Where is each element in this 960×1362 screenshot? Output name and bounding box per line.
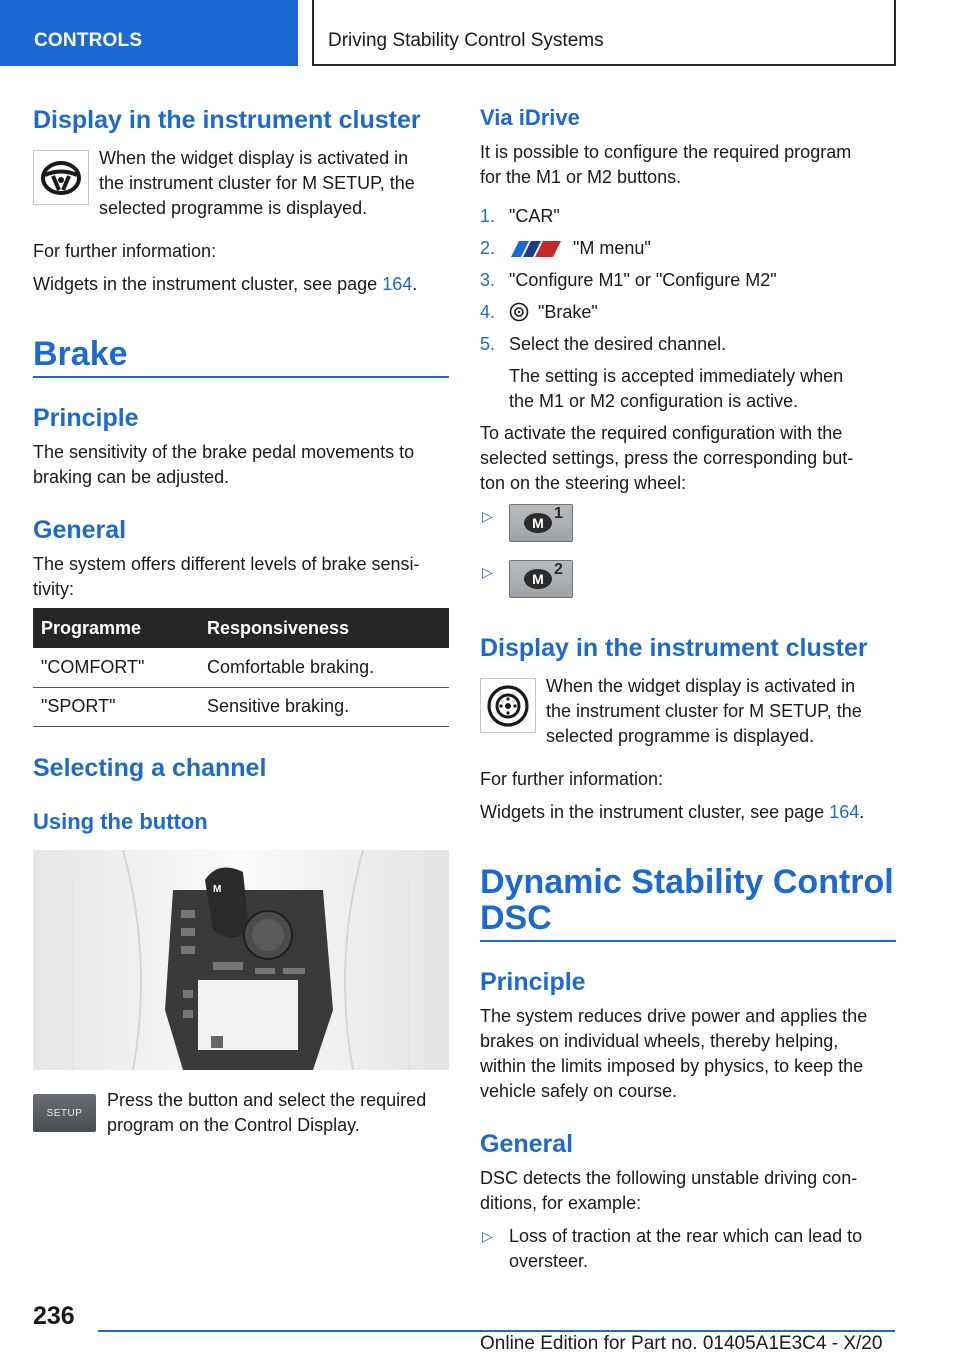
page-link-164-left[interactable]: 164 bbox=[382, 274, 413, 294]
selecting-channel-heading: Selecting a channel bbox=[33, 754, 267, 782]
general-heading-right: General bbox=[480, 1130, 574, 1158]
step5-note: The setting is accepted immediately when the M1 or M2 configuration is active. bbox=[509, 366, 844, 411]
idrive-intro-text: It is possible to configure the required program for the M1 or M2 buttons. bbox=[480, 142, 852, 187]
footer-divider bbox=[98, 1330, 895, 1332]
table-header-programme: Programme bbox=[33, 608, 199, 648]
brake-heading: Brake bbox=[33, 336, 449, 378]
table-cell: "SPORT" bbox=[33, 687, 199, 726]
display-text-left: When the widget display is activated in the instrument cluster for M SETUP, the selected programme is displayed. bbox=[99, 148, 415, 218]
m-menu-icon bbox=[509, 236, 563, 261]
setup-button-icon: SETUP bbox=[33, 1094, 96, 1132]
principle-text-left: The sensitivity of the brake pedal movements to braking can be adjusted. bbox=[33, 442, 415, 487]
m2-list-item: ▷ M 2 bbox=[480, 560, 600, 600]
table-row bbox=[33, 648, 449, 687]
steering-wheel-icon bbox=[33, 150, 89, 205]
principle-heading-left: Principle bbox=[33, 404, 139, 432]
m1-list-item: ▷ M 1 bbox=[480, 504, 600, 544]
m1-button-icon: M 1 bbox=[509, 504, 573, 542]
table-cell: Sensitive braking. bbox=[199, 687, 449, 726]
press-button-text: Press the button and select the required program on the Control Display. bbox=[107, 1090, 427, 1135]
using-button-heading: Using the button bbox=[33, 809, 208, 834]
widgets-reference-right: Widgets in the instrument cluster, see page 164. bbox=[480, 802, 865, 822]
chapter-title: Driving Stability Control Systems bbox=[312, 0, 896, 66]
page-number: 236 bbox=[33, 1302, 75, 1330]
table-header-responsiveness: Responsiveness bbox=[199, 608, 449, 648]
dsc-heading: Dynamic Stability Control DSC bbox=[480, 864, 896, 942]
further-info-left: For further information: bbox=[33, 241, 217, 261]
brake-programme-table bbox=[33, 608, 449, 727]
general-text-left: The system offers different levels of brake sensi- tivity: bbox=[33, 554, 420, 599]
general-text-right: DSC detects the following unstable driving con- ditions, for example: bbox=[480, 1168, 858, 1213]
display-heading-left: Display in the instrument cluster bbox=[33, 106, 421, 134]
table-row bbox=[33, 687, 449, 726]
table-cell: "COMFORT" bbox=[33, 648, 199, 687]
widgets-reference-left: Widgets in the instrument cluster, see page 164. bbox=[33, 274, 418, 294]
page-link-164-right[interactable]: 164 bbox=[829, 802, 860, 822]
center-console-illustration bbox=[33, 850, 449, 1070]
display-text-right: When the widget display is activated in the instrument cluster for M SETUP, the selected programme is displayed. bbox=[546, 676, 862, 746]
table-header-row bbox=[33, 608, 449, 648]
edition-text: Online Edition for Part no. 01405A1E3C4 - X/20 bbox=[480, 1333, 883, 1354]
further-info-right: For further information: bbox=[480, 769, 664, 789]
display-heading-right: Display in the instrument cluster bbox=[480, 634, 868, 662]
svg-text:M: M bbox=[213, 884, 222, 895]
m2-button-icon: M 2 bbox=[509, 560, 573, 598]
principle-heading-right: Principle bbox=[480, 968, 586, 996]
principle-text-right: The system reduces drive power and applies the brakes on individual wheels, thereby helping, within the limits imposed by physics, to keep the vehicle safely on course. bbox=[480, 1006, 868, 1101]
brake-disc-display-icon bbox=[480, 678, 536, 733]
section-tab: CONTROLS bbox=[0, 0, 298, 66]
activate-text: To activate the required configuration with the selected settings, press the corresponding but- ton on the steering wheel: bbox=[480, 423, 854, 493]
brake-disc-icon bbox=[509, 302, 529, 329]
table-cell: Comfortable braking. bbox=[199, 648, 449, 687]
via-idrive-heading: Via iDrive bbox=[480, 105, 580, 130]
general-heading-left: General bbox=[33, 516, 127, 544]
